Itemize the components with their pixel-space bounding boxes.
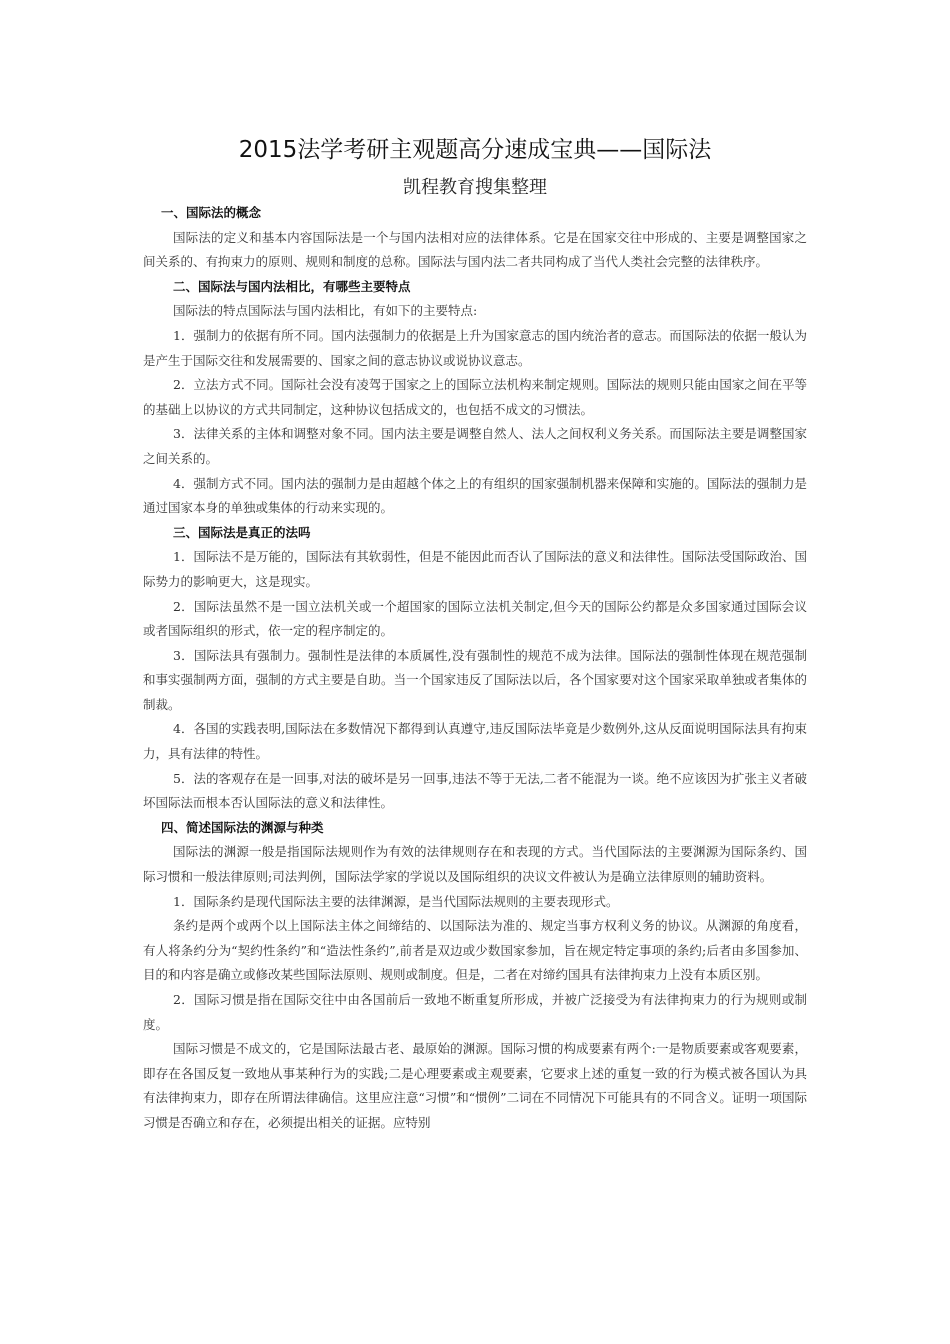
body-paragraph: 条约是两个或两个以上国际法主体之间缔结的、以国际法为准的、规定当事方权利义务的协议。从渊源的角度看，有人将条约分为“契约性条约”和“造法性条约”,前者是双边或少数国家参加，旨在规定特定事项的条约;后者由多国参加、目的和内容是确立或修改某些国际法原则、规则或制度。但是，二者在对缔约国具有法律拘束力上没有本质区别。 — [143, 918, 807, 983]
body-paragraph: 1．强制力的依据有所不同。国内法强制力的依据是上升为国家意志的国内统治者的意志。而国际法的依据一般认为是产生于国际交往和发展需要的、国家之间的意志协议或说协议意志。 — [143, 327, 807, 368]
body-paragraph: 国际法的定义和基本内容国际法是一个与国内法相对应的法律体系。它是在国家交往中形成的、主要是调整国家之间关系的、有拘束力的原则、规则和制度的总称。国际法与国内法二者共同构成了当代人类社会完整的法律秩序。 — [143, 229, 807, 270]
section-heading: 四、简述国际法的渊源与种类 — [161, 819, 324, 835]
section-heading: 二、国际法与国内法相比，有哪些主要特点 — [173, 278, 411, 294]
body-paragraph: 1．国际条约是现代国际法主要的法律渊源，是当代国际法规则的主要表现形式。 — [173, 893, 619, 909]
body-paragraph: 2．国际法虽然不是一国立法机关或一个超国家的国际立法机关制定,但今天的国际公约都是众多国家通过国际会议或者国际组织的形式，依一定的程序制定的。 — [143, 598, 807, 639]
document-title: 2015法学考研主观题高分速成宝典——国际法 — [238, 137, 712, 163]
body-paragraph: 3．国际法具有强制力。强制性是法律的本质属性,没有强制性的规范不成为法律。国际法的强制性体现在规范强制和事实强制两方面，强制的方式主要是自助。当一个国家违反了国际法以后，各个国家要对这个国家采取单独或者集体的制裁。 — [143, 647, 807, 712]
body-paragraph: 3．法律关系的主体和调整对象不同。国内法主要是调整自然人、法人之间权利义务关系。而国际法主要是调整国家之间关系的。 — [143, 426, 807, 466]
body-paragraph: 5．法的客观存在是一回事,对法的破坏是另一回事,违法不等于无法,二者不能混为一谈。绝不应该因为扩张主义者破坏国际法而根本否认国际法的意义和法律性。 — [143, 770, 807, 811]
body-paragraph: 国际法的特点国际法与国内法相比，有如下的主要特点: — [173, 303, 478, 319]
section-heading: 一、国际法的概念 — [161, 205, 262, 220]
section-heading: 三、国际法是真正的法吗 — [173, 524, 311, 540]
body-paragraph: 国际法的渊源一般是指国际法规则作为有效的法律规则存在和表现的方式。当代国际法的主要渊源为国际条约、国际习惯和一般法律原则;司法判例，国际法学家的学说以及国际组织的决议文件被认为是确立法律原则的辅助资料。 — [143, 844, 807, 885]
body-paragraph: 2．国际习惯是指在国际交往中由各国前后一致地不断重复所形成，并被广泛接受为有法律拘束力的行为规则或制度。 — [143, 992, 807, 1032]
document-subtitle: 凯程教育搜集整理 — [403, 177, 547, 198]
document-body — [143, 201, 807, 1136]
body-paragraph: 4．各国的实践表明,国际法在多数情况下都得到认真遵守,违反国际法毕竟是少数例外,这从反面说明国际法具有拘束力，具有法律的特性。 — [143, 721, 807, 762]
body-paragraph: 4．强制方式不同。国内法的强制力是由超越个体之上的有组织的国家强制机器来保障和实施的。国际法的强制力是通过国家本身的单独或集体的行动来实现的。 — [143, 475, 807, 516]
body-paragraph: 1．国际法不是万能的，国际法有其软弱性，但是不能因此而否认了国际法的意义和法律性。国际法受国际政治、国际势力的影响更大，这是现实。 — [143, 549, 807, 589]
body-paragraph: 国际习惯是不成文的，它是国际法最古老、最原始的渊源。国际习惯的构成要素有两个:一是物质要素或客观要素，即存在各国反复一致地从事某种行为的实践;二是心理要素或主观要素，它要求上述的重复一致的行为模式被各国认为具有法律拘束力，即存在所谓法律确信。这里应注意“习惯”和“惯例”二词在不同情况下可能具有的不同含义。证明一项国际习惯是否确立和存在，必须提出相关的证据。应特别 — [143, 1041, 807, 1130]
body-paragraph: 2．立法方式不同。国际社会没有凌驾于国家之上的国际立法机构来制定规则。国际法的规则只能由国家之间在平等的基础上以协议的方式共同制定，这种协议包括成文的，也包括不成文的习惯法。 — [143, 377, 807, 417]
